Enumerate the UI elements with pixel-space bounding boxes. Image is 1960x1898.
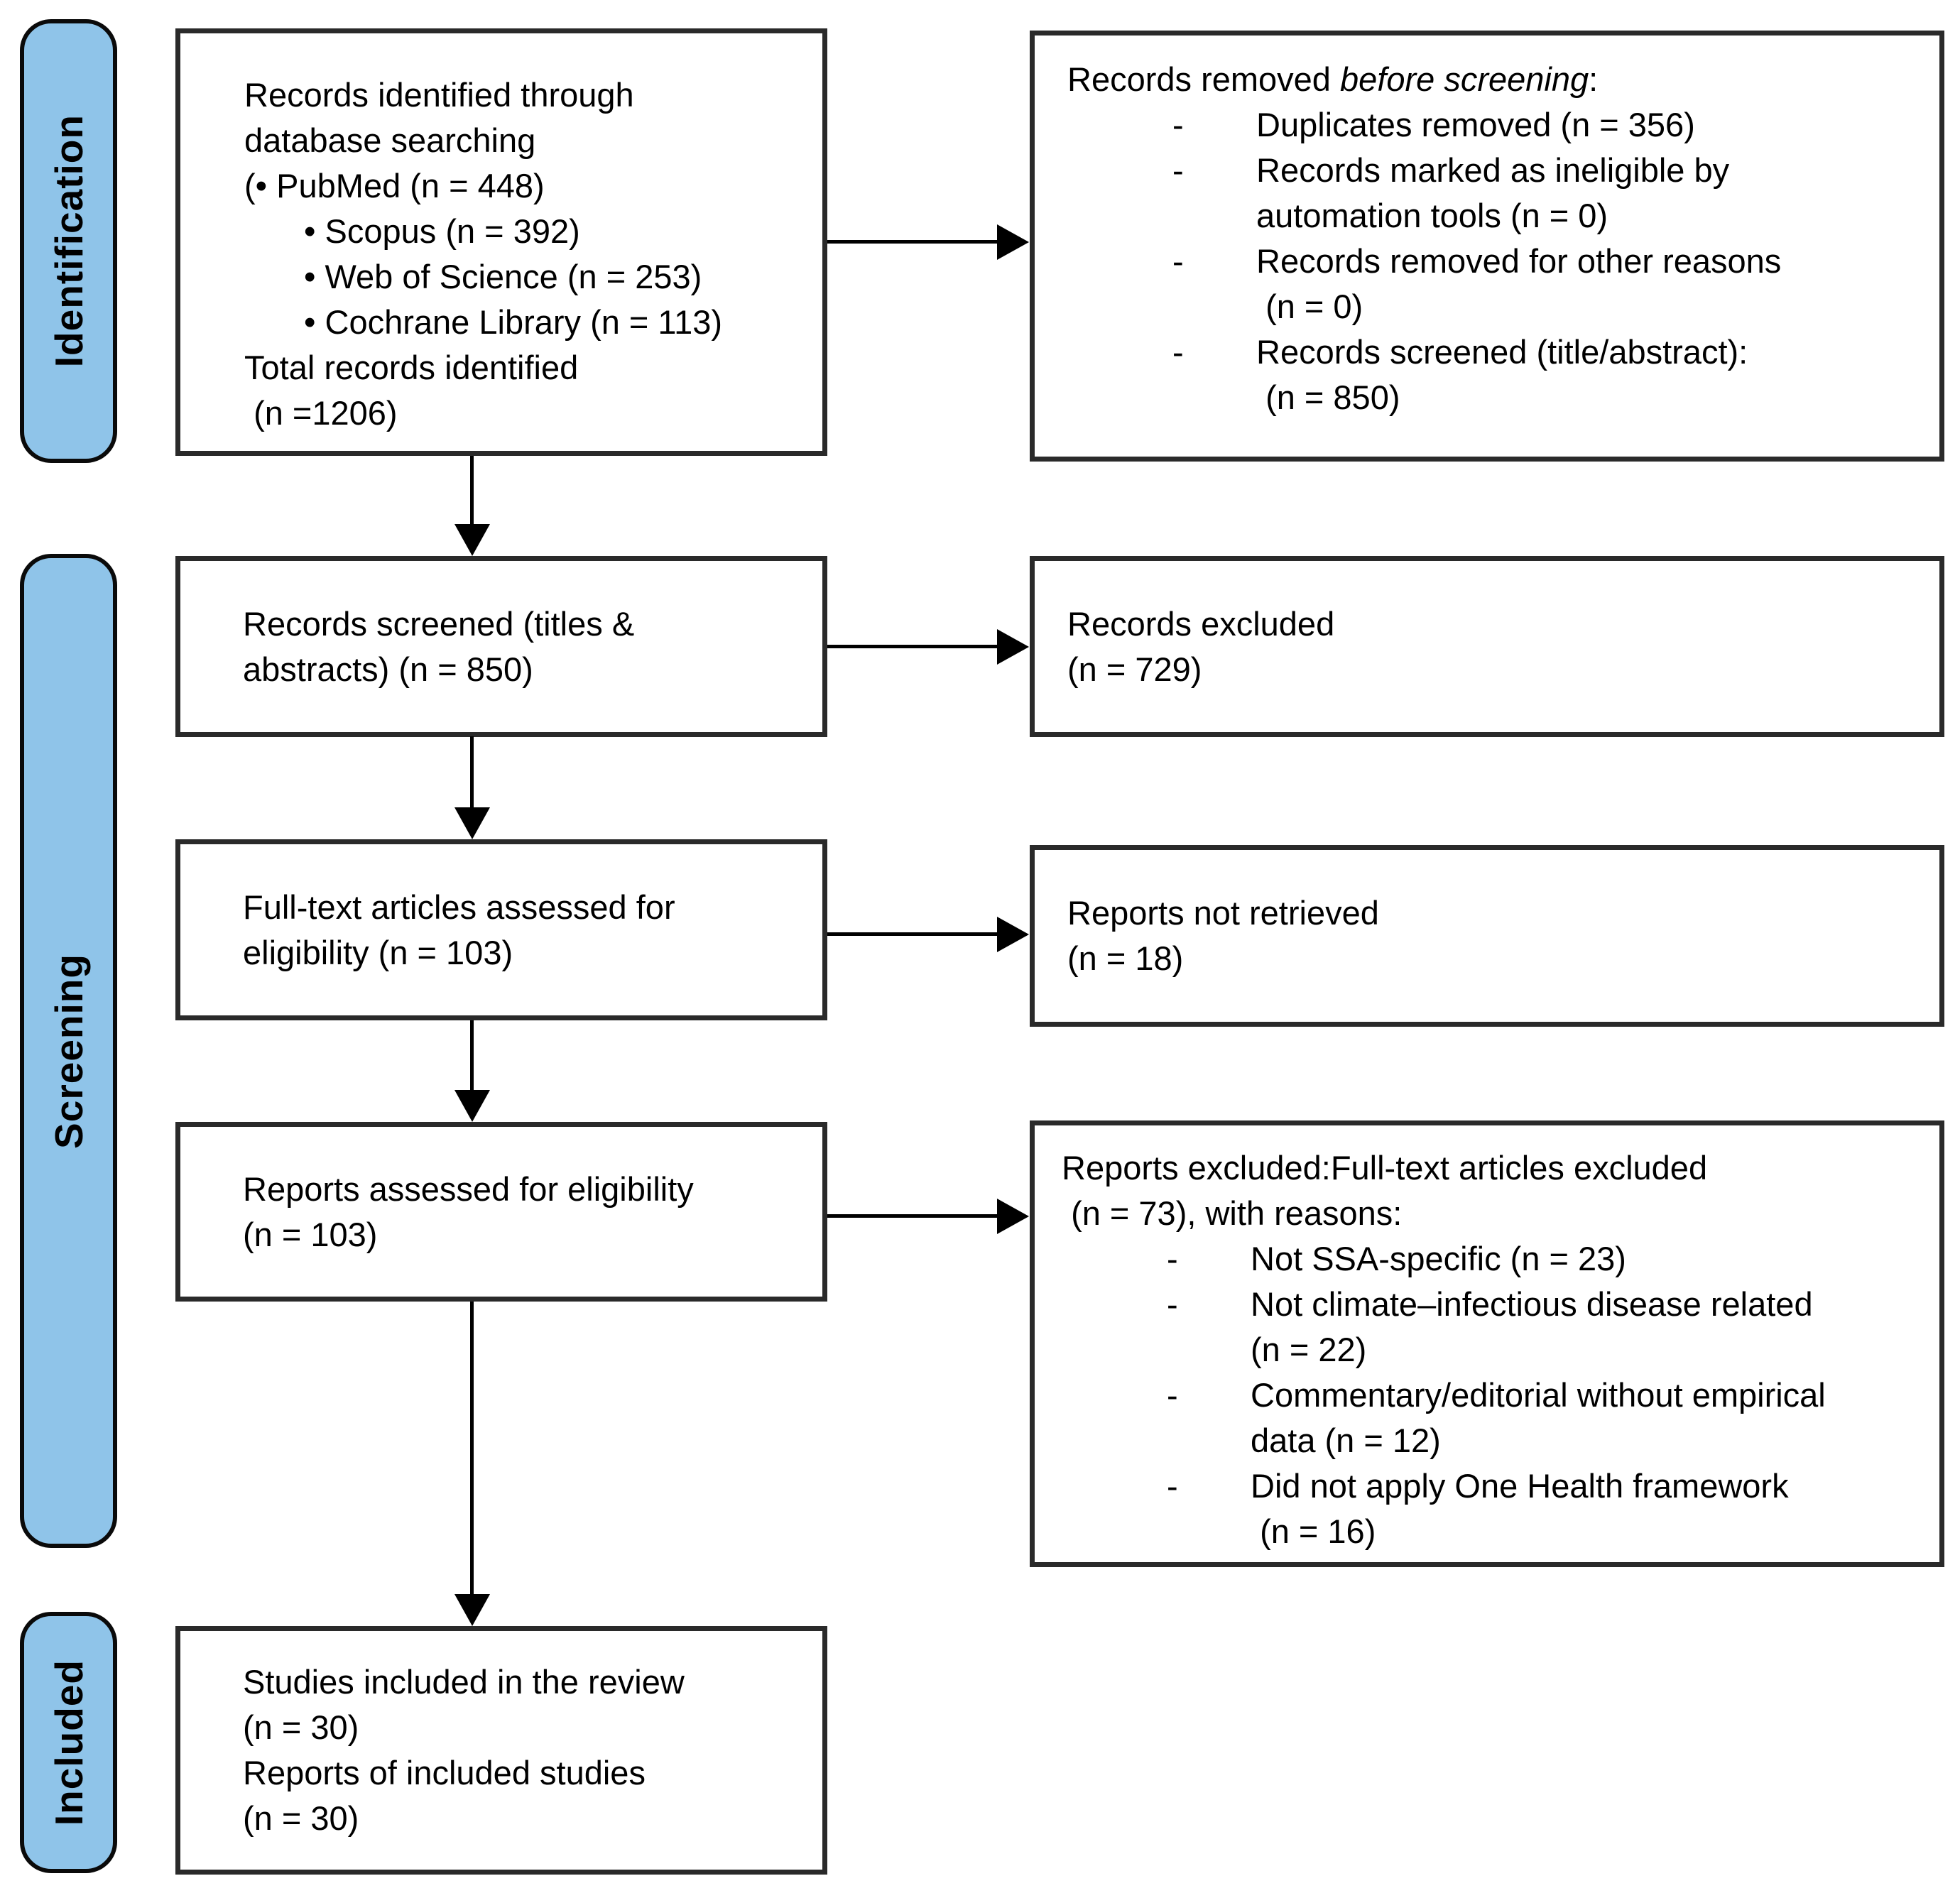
arrow-down-identified-to-screened [470,456,474,525]
bullet-line: (n = 850) [1256,378,1400,416]
bullet-dash: - [1167,1376,1178,1414]
title-prefix: Records removed [1067,60,1340,98]
text-line: Records identified through [244,76,634,114]
bullet-line: (n = 16) [1251,1512,1376,1550]
bullet-item [1062,1463,1925,1554]
arrow-down-fulltext-to-assessed [470,1020,474,1091]
stage-bar-identification [20,19,117,463]
bullet-line: Commentary/editorial without empirical [1251,1376,1826,1414]
bullet-line: Records marked as ineligible by [1256,151,1730,189]
text-line: Records excluded [1067,604,1335,643]
arrow-right-identified-to-removed [827,240,998,244]
bullet-dash: - [1172,242,1184,280]
text-line: Reports of included studies [243,1754,646,1791]
box-reports-assessed [175,1122,827,1302]
bullet-line: Not climate–infectious disease related [1251,1285,1813,1323]
text-line: (n =1206) [244,394,398,432]
bullet-dash: - [1167,1285,1178,1323]
arrow-right-fulltext-to-notretrieved [827,932,998,936]
box-records-removed-before-screening [1030,31,1944,462]
text-line: (n = 103) [243,1215,378,1253]
text-line: database searching [244,121,536,159]
stage-label-identification: Identification [46,114,91,368]
text-line: • Web of Science (n = 253) [304,258,702,295]
text-line: eligibility (n = 103) [243,933,513,971]
bullet-line: automation tools (n = 0) [1256,197,1608,234]
bullet-text [1256,148,1922,239]
bullet-text [1251,1236,1925,1282]
stage-label-included: Included [46,1659,91,1826]
bullet-item [1062,1236,1925,1282]
bullet-text [1251,1463,1925,1554]
bullet-item [1062,1282,1925,1373]
bullet-line: Not SSA-specific (n = 23) [1251,1240,1626,1277]
bullet-item [1062,1373,1925,1463]
text-line: abstracts) (n = 850) [243,650,533,688]
text-line: Records screened (titles & [243,604,635,643]
text-line: Reports not retrieved [1067,894,1379,932]
bullet-item [1067,239,1922,329]
text-line: Total records identified [244,349,579,386]
stage-bar-included [20,1612,117,1873]
bullet-text [1251,1282,1925,1373]
text-line: • Scopus (n = 392) [304,212,580,250]
bullet-text [1256,102,1922,148]
box-records-excluded [1030,556,1944,737]
arrow-right-screened-to-excluded [827,645,998,648]
bullet-line: (n = 0) [1256,288,1363,325]
text-line: (n = 18) [1067,939,1184,977]
bullet-text [1256,329,1922,420]
box-records-identified [175,28,827,456]
text-line: Reports assessed for eligibility [243,1169,694,1208]
box-title [1067,57,1922,102]
bullet-text [1256,239,1922,329]
arrow-down-screened-to-fulltext [470,736,474,808]
text-line: (n = 30) [243,1708,359,1746]
bullet-line: Did not apply One Health framework [1251,1467,1789,1505]
arrow-down-assessed-to-included [470,1302,474,1595]
bullet-line: Records removed for other reasons [1256,242,1782,280]
bullet-line: (n = 22) [1251,1331,1367,1368]
bullet-item [1067,329,1922,420]
text-line: (n = 729) [1067,650,1202,688]
bullet-item [1067,102,1922,148]
box-title: (n = 73), with reasons: [1062,1194,1403,1232]
bullet-dash: - [1167,1240,1178,1277]
bullet-dash: - [1172,333,1184,371]
box-studies-included [175,1626,827,1875]
arrow-right-assessed-to-excluded [827,1214,998,1218]
bullet-dash: - [1167,1467,1178,1505]
bullet-dash: - [1172,151,1184,189]
bullet-dash: - [1172,106,1184,143]
bullet-text [1251,1373,1925,1463]
bullet-line: Records screened (title/abstract): [1256,333,1748,371]
box-reports-excluded [1030,1120,1944,1567]
box-fulltext-assessed [175,839,827,1020]
text-line: Full-text articles assessed for [243,888,675,926]
stage-bar-screening [20,554,117,1548]
bullet-item [1067,148,1922,239]
box-records-screened [175,556,827,737]
text-line: (• PubMed (n = 448) [244,167,545,204]
box-reports-not-retrieved [1030,845,1944,1027]
text-line: (n = 30) [243,1799,359,1837]
title-suffix: : [1589,60,1599,98]
text-line: Studies included in the review [243,1663,685,1701]
box-title: Reports excluded:Full-text articles excluded [1062,1149,1708,1187]
bullet-line: data (n = 12) [1251,1422,1441,1459]
title-italic: before screening [1340,60,1589,98]
stage-label-screening: Screening [46,953,91,1149]
text-line: • Cochrane Library (n = 113) [304,303,723,341]
bullet-line: Duplicates removed (n = 356) [1256,106,1695,143]
